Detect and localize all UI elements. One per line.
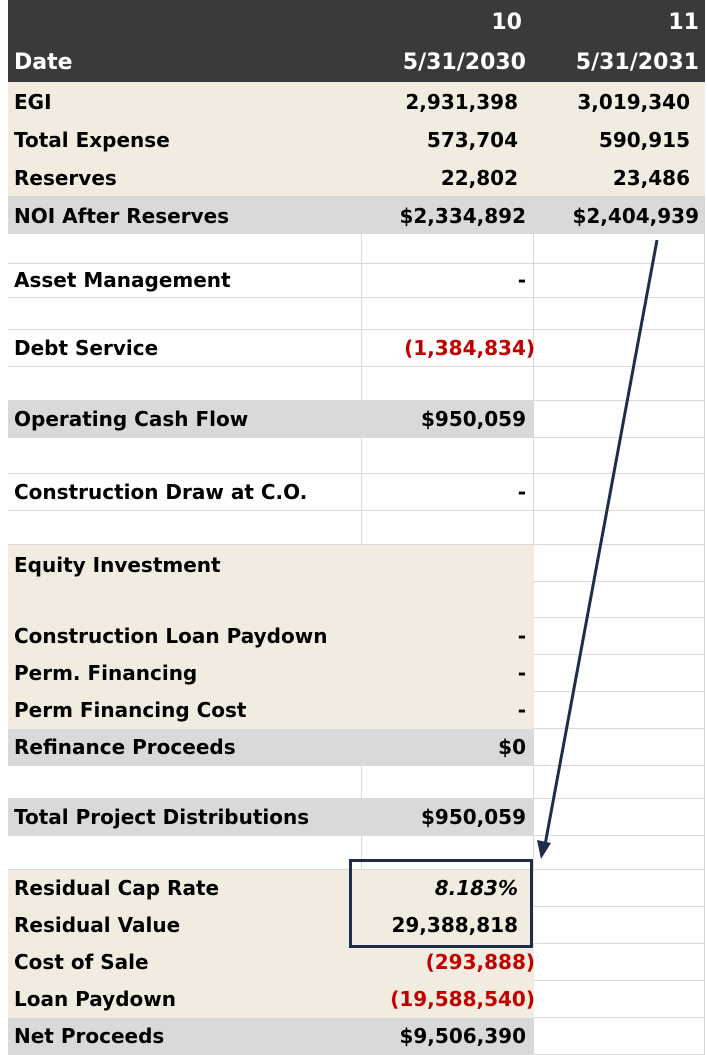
total-expense-10-cell[interactable]: 573,704 (426, 128, 518, 152)
cost-of-sale-10-cell[interactable]: (293,888) (425, 950, 535, 974)
refinance-proceeds-10-cell[interactable]: $0 (498, 735, 526, 759)
total-project-distributions-label[interactable]: Total Project Distributions (14, 805, 310, 829)
perm-financing-cost-label[interactable]: Perm Financing Cost (14, 698, 247, 722)
residual-value-10-cell[interactable]: 29,388,818 (391, 913, 518, 937)
asset-management-label[interactable]: Asset Management (14, 268, 231, 292)
construction-draw-10-cell[interactable]: - (517, 480, 526, 504)
refinance-proceeds-label[interactable]: Refinance Proceeds (14, 735, 236, 759)
construction-draw-label[interactable]: Construction Draw at C.O. (14, 480, 308, 504)
total-expense-11-cell[interactable]: 590,915 (598, 128, 690, 152)
residual-value-label[interactable]: Residual Value (14, 913, 181, 937)
period-10-header[interactable]: 10 (491, 10, 522, 35)
reserves-label[interactable]: Reserves (14, 166, 117, 190)
operating-cash-flow-10-cell[interactable]: $950,059 (420, 407, 526, 431)
noi-after-reserves-10-cell[interactable]: $2,334,892 (399, 204, 526, 228)
reserves-10-cell[interactable]: 22,802 (440, 166, 518, 190)
residual-cap-rate-label[interactable]: Residual Cap Rate (14, 876, 220, 900)
loan-paydown-label[interactable]: Loan Paydown (14, 987, 176, 1011)
noi-after-reserves-11-cell[interactable]: $2,404,939 (572, 204, 699, 228)
cost-of-sale-label[interactable]: Cost of Sale (14, 950, 149, 974)
perm-financing-cost-10-cell[interactable]: - (517, 698, 526, 722)
arrow-shaft (545, 240, 657, 845)
total-project-distributions-10-cell[interactable]: $950,059 (420, 805, 526, 829)
period-11-header[interactable]: 11 (668, 10, 699, 35)
noi-after-reserves-label[interactable]: NOI After Reserves (14, 204, 230, 228)
egi-11-cell[interactable]: 3,019,340 (577, 90, 690, 114)
net-proceeds-10-cell[interactable]: $9,506,390 (399, 1024, 526, 1048)
egi-label[interactable]: EGI (14, 90, 52, 114)
construction-loan-paydown-label[interactable]: Construction Loan Paydown (14, 624, 328, 648)
date-11-cell[interactable]: 5/31/2031 (575, 50, 699, 75)
reserves-11-cell[interactable]: 23,486 (612, 166, 690, 190)
asset-management-10-cell[interactable]: - (517, 268, 526, 292)
loan-paydown-10-cell[interactable]: (19,588,540) (390, 987, 535, 1011)
net-proceeds-label[interactable]: Net Proceeds (14, 1024, 165, 1048)
perm-financing-10-cell[interactable]: - (517, 661, 526, 685)
operating-cash-flow-label[interactable]: Operating Cash Flow (14, 407, 249, 431)
date-10-cell[interactable]: 5/31/2030 (402, 50, 526, 75)
date-label[interactable]: Date (14, 50, 73, 75)
arrow-head (537, 840, 551, 859)
egi-10-cell[interactable]: 2,931,398 (405, 90, 518, 114)
residual-cap-rate-10-cell[interactable]: 8.183% (434, 876, 518, 900)
perm-financing-label[interactable]: Perm. Financing (14, 661, 198, 685)
equity-investment-label[interactable]: Equity Investment (14, 553, 221, 577)
construction-loan-paydown-10-cell[interactable]: - (517, 624, 526, 648)
total-expense-label[interactable]: Total Expense (14, 128, 170, 152)
debt-service-label[interactable]: Debt Service (14, 336, 159, 360)
debt-service-10-cell[interactable]: (1,384,834) (404, 336, 535, 360)
